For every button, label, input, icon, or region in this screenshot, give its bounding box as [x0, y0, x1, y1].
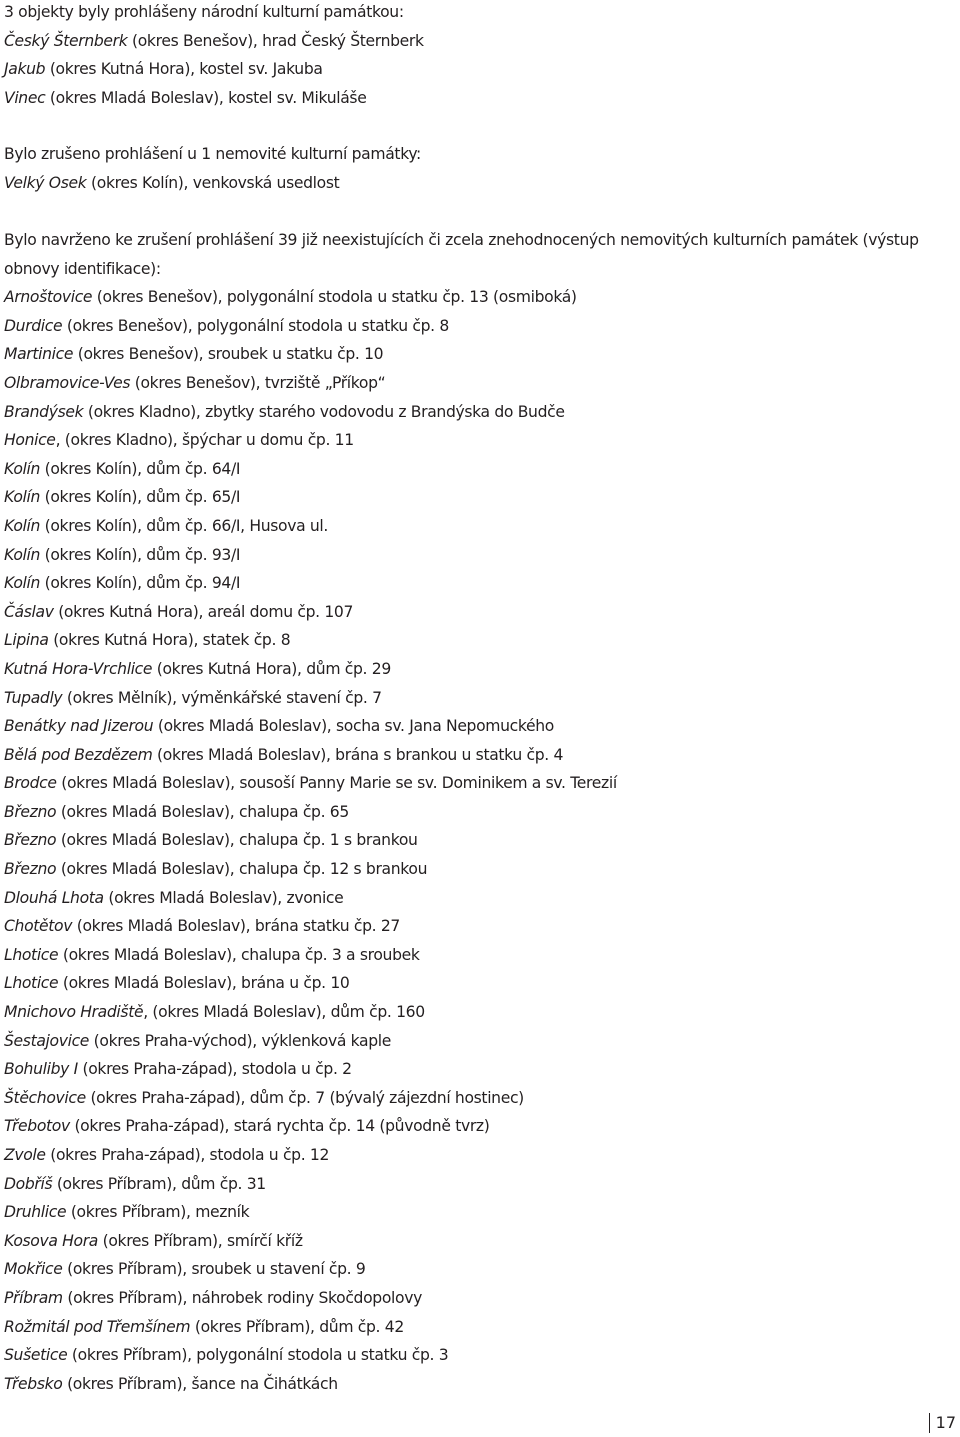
place-name: Tupadly [4, 688, 63, 707]
item-description: (okres Benešov), hrad Český Šternberk [127, 31, 424, 50]
place-name: Martinice [4, 345, 74, 364]
item-description: (okres Mladá Boleslav), chalupa čp. 1 s brankou [56, 831, 418, 850]
place-name: Rožmitál pod Třemšínem [4, 1317, 191, 1336]
list-item [4, 426, 956, 455]
list-item [4, 1227, 956, 1256]
item-description: (okres Mladá Boleslav), kostel sv. Mikuláše [45, 88, 367, 107]
place-name: Kolín [4, 545, 41, 564]
item-description: (okres Kolín), dům čp. 93/I [40, 545, 241, 564]
place-name: Bohuliby I [4, 1060, 78, 1079]
place-name: Honice [4, 431, 56, 450]
item-description: (okres Kolín), dům čp. 64/I [40, 459, 241, 478]
list-item [4, 340, 956, 369]
list-item [4, 626, 956, 655]
place-name: Mokřice [4, 1260, 63, 1279]
place-name: Lipina [4, 631, 49, 650]
item-description: (okres Benešov), sroubek u statku čp. 10 [73, 345, 384, 364]
item-description: (okres Příbram), dům čp. 31 [52, 1174, 266, 1193]
list-item [4, 1084, 956, 1113]
list-item [4, 712, 956, 741]
list-item [4, 826, 956, 855]
item-description: (okres Praha-východ), výklenková kaple [89, 1031, 392, 1050]
list-item [4, 684, 956, 713]
place-name: Březno [4, 831, 57, 850]
list-item [4, 1284, 956, 1313]
list-item [4, 1112, 956, 1141]
place-name: Brandýsek [4, 402, 84, 421]
section-cancelled [4, 140, 956, 197]
list-item [4, 455, 956, 484]
item-description: (okres Příbram), náhrobek rodiny Skočdopolovy [62, 1288, 422, 1307]
place-name: Kosova Hora [4, 1231, 98, 1250]
list-item [4, 1141, 956, 1170]
item-description: (okres Kutná Hora), areál domu čp. 107 [53, 602, 354, 621]
list-item [4, 84, 956, 113]
list-item [4, 569, 956, 598]
item-description: (okres Mladá Boleslav), socha sv. Jana Nepomuckého [153, 717, 554, 736]
place-name: Březno [4, 802, 57, 821]
item-description: (okres Příbram), sroubek u stavení čp. 9 [62, 1260, 366, 1279]
item-description: (okres Mladá Boleslav), chalupa čp. 12 s brankou [56, 860, 428, 879]
list-item [4, 512, 956, 541]
section-heading: Bylo zrušeno prohlášení u 1 nemovité kulturní památky: [4, 145, 421, 163]
list-item [4, 1341, 956, 1370]
item-description: , (okres Kladno), špýchar u domu čp. 11 [55, 431, 354, 450]
list-item [4, 655, 956, 684]
item-description: (okres Benešov), tvrziště „Příkop“ [130, 373, 386, 392]
item-description: (okres Kutná Hora), statek čp. 8 [48, 631, 291, 650]
place-name: Třebsko [4, 1374, 63, 1393]
place-name: Jakub [4, 60, 46, 79]
list-item [4, 798, 956, 827]
proposed-list [4, 283, 956, 1398]
place-name: Čáslav [4, 602, 54, 621]
place-name: Zvole [4, 1146, 46, 1164]
item-description: (okres Praha-západ), stodola u čp. 12 [45, 1146, 330, 1164]
place-name: Bělá pod Bezdězem [4, 745, 153, 764]
place-name: Příbram [4, 1288, 63, 1307]
place-name: Štěchovice [4, 1088, 86, 1107]
item-description: (okres Benešov), polygonální stodola u statku čp. 8 [62, 316, 449, 335]
place-name: Durdice [4, 316, 63, 335]
list-item [4, 283, 956, 312]
place-name: Olbramovice-Ves [4, 373, 131, 392]
place-name: Dobříš [4, 1174, 53, 1193]
item-description: (okres Praha-západ), stodola u čp. 2 [77, 1060, 352, 1079]
list-item [4, 998, 956, 1027]
list-item [4, 855, 956, 884]
item-description: (okres Příbram), polygonální stodola u statku čp. 3 [67, 1346, 449, 1365]
item-description: (okres Mladá Boleslav), sousoší Panny Marie se sv. Dominikem a sv. Terezií [56, 774, 617, 793]
page-number: 17 [929, 1413, 958, 1433]
item-description: (okres Kutná Hora), dům čp. 29 [152, 659, 391, 678]
item-description: (okres Příbram), smírčí kříž [98, 1231, 303, 1250]
list-item [4, 1198, 956, 1227]
place-name: Kolín [4, 574, 41, 593]
list-item [4, 1313, 956, 1342]
item-description: (okres Příbram), šance na Čihátkách [62, 1374, 338, 1393]
item-description: (okres Mladá Boleslav), brána s brankou u statku čp. 4 [152, 745, 564, 764]
item-description: (okres Mělník), výměnkářské stavení čp. 7 [62, 688, 382, 707]
item-description: (okres Mladá Boleslav), chalupa čp. 65 [56, 802, 349, 821]
list-item [4, 1027, 956, 1056]
place-name: Březno [4, 860, 57, 879]
place-name: Kolín [4, 459, 41, 478]
list-item [4, 1170, 956, 1199]
place-name: Vinec [4, 88, 46, 107]
place-name: Český Šternberk [4, 31, 128, 50]
list-item [4, 369, 956, 398]
list-item [4, 1055, 956, 1084]
place-name: Brodce [4, 774, 57, 793]
item-description: (okres Kolín), dům čp. 65/I [40, 488, 241, 507]
list-item [4, 27, 956, 56]
section-proposed [4, 226, 956, 1398]
place-name: Lhotice [4, 974, 59, 993]
item-description: (okres Kutná Hora), kostel sv. Jakuba [45, 60, 323, 79]
item-description: (okres Praha-západ), dům čp. 7 (bývalý zájezdní hostinec) [85, 1088, 524, 1107]
item-description: (okres Mladá Boleslav), brána statku čp. 27 [72, 917, 401, 936]
place-name: Chotětov [4, 917, 73, 936]
item-description: , (okres Mladá Boleslav), dům čp. 160 [143, 1003, 425, 1022]
list-item [4, 541, 956, 570]
item-description: (okres Mladá Boleslav), zvonice [103, 888, 344, 907]
item-description: (okres Kolín), dům čp. 94/I [40, 574, 241, 593]
list-item [4, 1370, 956, 1399]
item-description: (okres Mladá Boleslav), brána u čp. 10 [58, 974, 350, 993]
section-heading: 3 objekty byly prohlášeny národní kulturní památkou: [4, 3, 404, 21]
list-item [4, 483, 956, 512]
item-description: (okres Kolín), dům čp. 66/I, Husova ul. [40, 516, 329, 535]
item-description: (okres Kladno), zbytky starého vodovodu z Brandýska do Budče [83, 402, 565, 421]
list-item [4, 741, 956, 770]
place-name: Velký Osek [4, 173, 87, 192]
list-item [4, 55, 956, 84]
list-item [4, 398, 956, 427]
item-description: (okres Benešov), polygonální stodola u statku čp. 13 (osmiboká) [92, 288, 577, 307]
place-name: Mnichovo Hradiště [4, 1003, 144, 1022]
place-name: Kutná Hora-Vrchlice [4, 659, 153, 678]
place-name: Arnoštovice [4, 288, 93, 307]
list-item [4, 1255, 956, 1284]
place-name: Třebotov [4, 1117, 70, 1136]
list-item [4, 312, 956, 341]
section-declared [4, 0, 956, 112]
place-name: Druhlice [4, 1203, 67, 1222]
item-description: (okres Mladá Boleslav), chalupa čp. 3 a sroubek [58, 945, 420, 964]
place-name: Dlouhá Lhota [4, 888, 104, 907]
list-item [4, 169, 956, 198]
list-item [4, 941, 956, 970]
list-item [4, 912, 956, 941]
place-name: Sušetice [4, 1346, 68, 1365]
item-description: (okres Kolín), venkovská usedlost [86, 173, 340, 192]
place-name: Šestajovice [4, 1031, 90, 1050]
list-item [4, 969, 956, 998]
item-description: (okres Příbram), mezník [66, 1203, 250, 1222]
place-name: Kolín [4, 488, 41, 507]
list-item [4, 598, 956, 627]
item-description: (okres Příbram), dům čp. 42 [190, 1317, 404, 1336]
section-heading: Bylo navrženo ke zrušení prohlášení 39 již neexistujících či zcela znehodnocených nemovitých kulturních památek (výstup obnovy identifikace): [4, 231, 919, 278]
list-item [4, 884, 956, 913]
place-name: Lhotice [4, 945, 59, 964]
list-item [4, 769, 956, 798]
place-name: Benátky nad Jizerou [4, 717, 154, 736]
place-name: Kolín [4, 516, 41, 535]
item-description: (okres Praha-západ), stará rychta čp. 14 (původně tvrz) [69, 1117, 490, 1136]
